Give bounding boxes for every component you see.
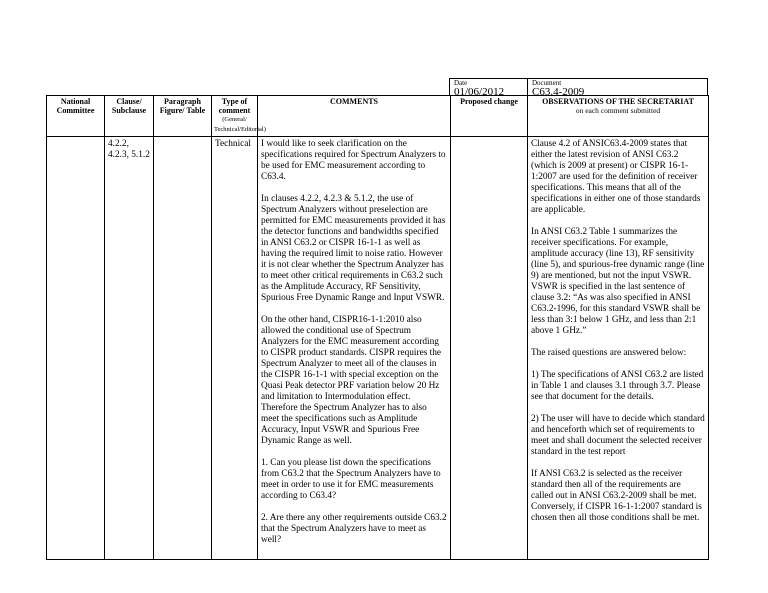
cell-paragraph [154, 137, 212, 560]
comment-paragraph: 2. Are there any other requirements outside C63.2 that the Spectrum Analyzers have to meet as well? [261, 513, 447, 545]
header-comments: COMMENTS [258, 96, 451, 137]
cell-comments [258, 137, 451, 560]
observation-paragraph: 1) The specifications of ANSI C63.2 are listed in Table 1 and clauses 3.1 through 3.7. Please see that document for the details. [531, 370, 704, 402]
document-cell [528, 79, 707, 98]
header-observations-sub: on each comment submitted [575, 106, 661, 115]
table-header-row [47, 96, 709, 137]
observation-paragraph: If ANSI C63.2 is selected as the receiver standard then all of the requirements are called out in ANSI C63.2-2009 shall be met. Conversely, if CISPR 16-1-1:2007 standard is chosen then all those conditions shall be met. [531, 469, 702, 523]
cell-proposed-change [451, 137, 528, 560]
document-value: C63.4-2009 [532, 86, 585, 98]
date-label: Date [454, 79, 468, 87]
header-clause: Clause/ Subclause [105, 96, 154, 137]
header-observations [528, 96, 709, 137]
document-label: Document [532, 79, 562, 87]
date-value: 01/06/2012 [454, 86, 505, 98]
header-proposed-change: Proposed change [451, 96, 528, 137]
header-national-committee: National Committee [47, 96, 105, 137]
cell-observations [528, 137, 709, 560]
header-type [212, 96, 266, 137]
header-type-label: Type of comment [218, 97, 251, 115]
comment-paragraph: On the other hand, CISPR16-1-1:2010 also allowed the conditional use of Spectrum Analyzers for the EMC measurement according to CISPR product standards. CISPR requires the Spectrum Analyzer to meet all of the clauses in the CISPR 16-1-1 with special exception on the Quasi Peak detector PRF variation below 20 Hz and limitation to Intermodulation effect. Therefore the Spectrum Analyzer has to also meet the specifications such as Amplitude Accuracy, Input VSWR and Spurious Free Dynamic Range as well. [261, 315, 441, 446]
observation-paragraph: The raised questions are answered below: [531, 348, 687, 358]
header-type-sub: (General/ Technical/Editorial) [214, 116, 266, 133]
cell-national-committee [47, 137, 105, 560]
header-observations-label: OBSERVATIONS OF THE SECRETARIAT [542, 97, 694, 106]
comments-table [46, 95, 709, 560]
observation-paragraph: Clause 4.2 of ANSIC63.4-2009 states that either the latest revision of ANSI C63.2 (which is 2009 at present) or CISPR 16-1-1:2007 are used for the definition of receiver specifications. This means that all of the specifications in either one of those standards are applicable. [531, 139, 701, 215]
observation-paragraph: 2) The user will have to decide which standard and henceforth which set of requirements to meet and shall document the selected receiver standard in the test report [531, 414, 705, 457]
date-cell [450, 79, 528, 98]
document-header-box [449, 78, 708, 98]
observation-paragraph: In ANSI C63.2 Table 1 summarizes the receiver specifications. For example, amplitude accuracy (line 13), RF sensitivity (line 5), and spurious-free dynamic range (line 9) are mentioned, but not the input VSWR. VSWR is specified in the last sentence of clause 3.2: “As was also specified in ANSI C63.2-1996, for this standard VSWR shall be less than 3:1 below 1 GHz, and less than 2:1 above 1 GHz.” [531, 227, 705, 336]
comment-paragraph: I would like to seek clarification on the specifications required for Spectrum Analyzers to be used for EMC measurement according to C63.4. [261, 139, 446, 182]
table-row [47, 137, 709, 560]
comment-paragraph: 1. Can you please list down the specifications from C63.2 that the Spectrum Analyzers have to meet in order to use it for EMC measurements according to C63.4? [261, 458, 441, 501]
header-paragraph: Paragraph Figure/ Table [154, 96, 212, 137]
comment-paragraph: In clauses 4.2.2, 4.2.3 & 5.1.2, the use of Spectrum Analyzers without preselection are permitted for EMC measurements provided it has the detector functions and bandwidths specified in ANSI C63.2 or CISPR 16-1-1 as well as having the required limit to noise ratio. However it is not clear whether the Spectrum Analyzer has to meet other critical requirements in C63.2 such as the Amplitude Accuracy, RF Sensitivity, Spurious Free Dynamic Range and Input VSWR. [261, 194, 446, 303]
cell-type: Technical [212, 137, 258, 560]
cell-clause: 4.2.2, 4.2.3, 5.1.2 [105, 137, 154, 560]
